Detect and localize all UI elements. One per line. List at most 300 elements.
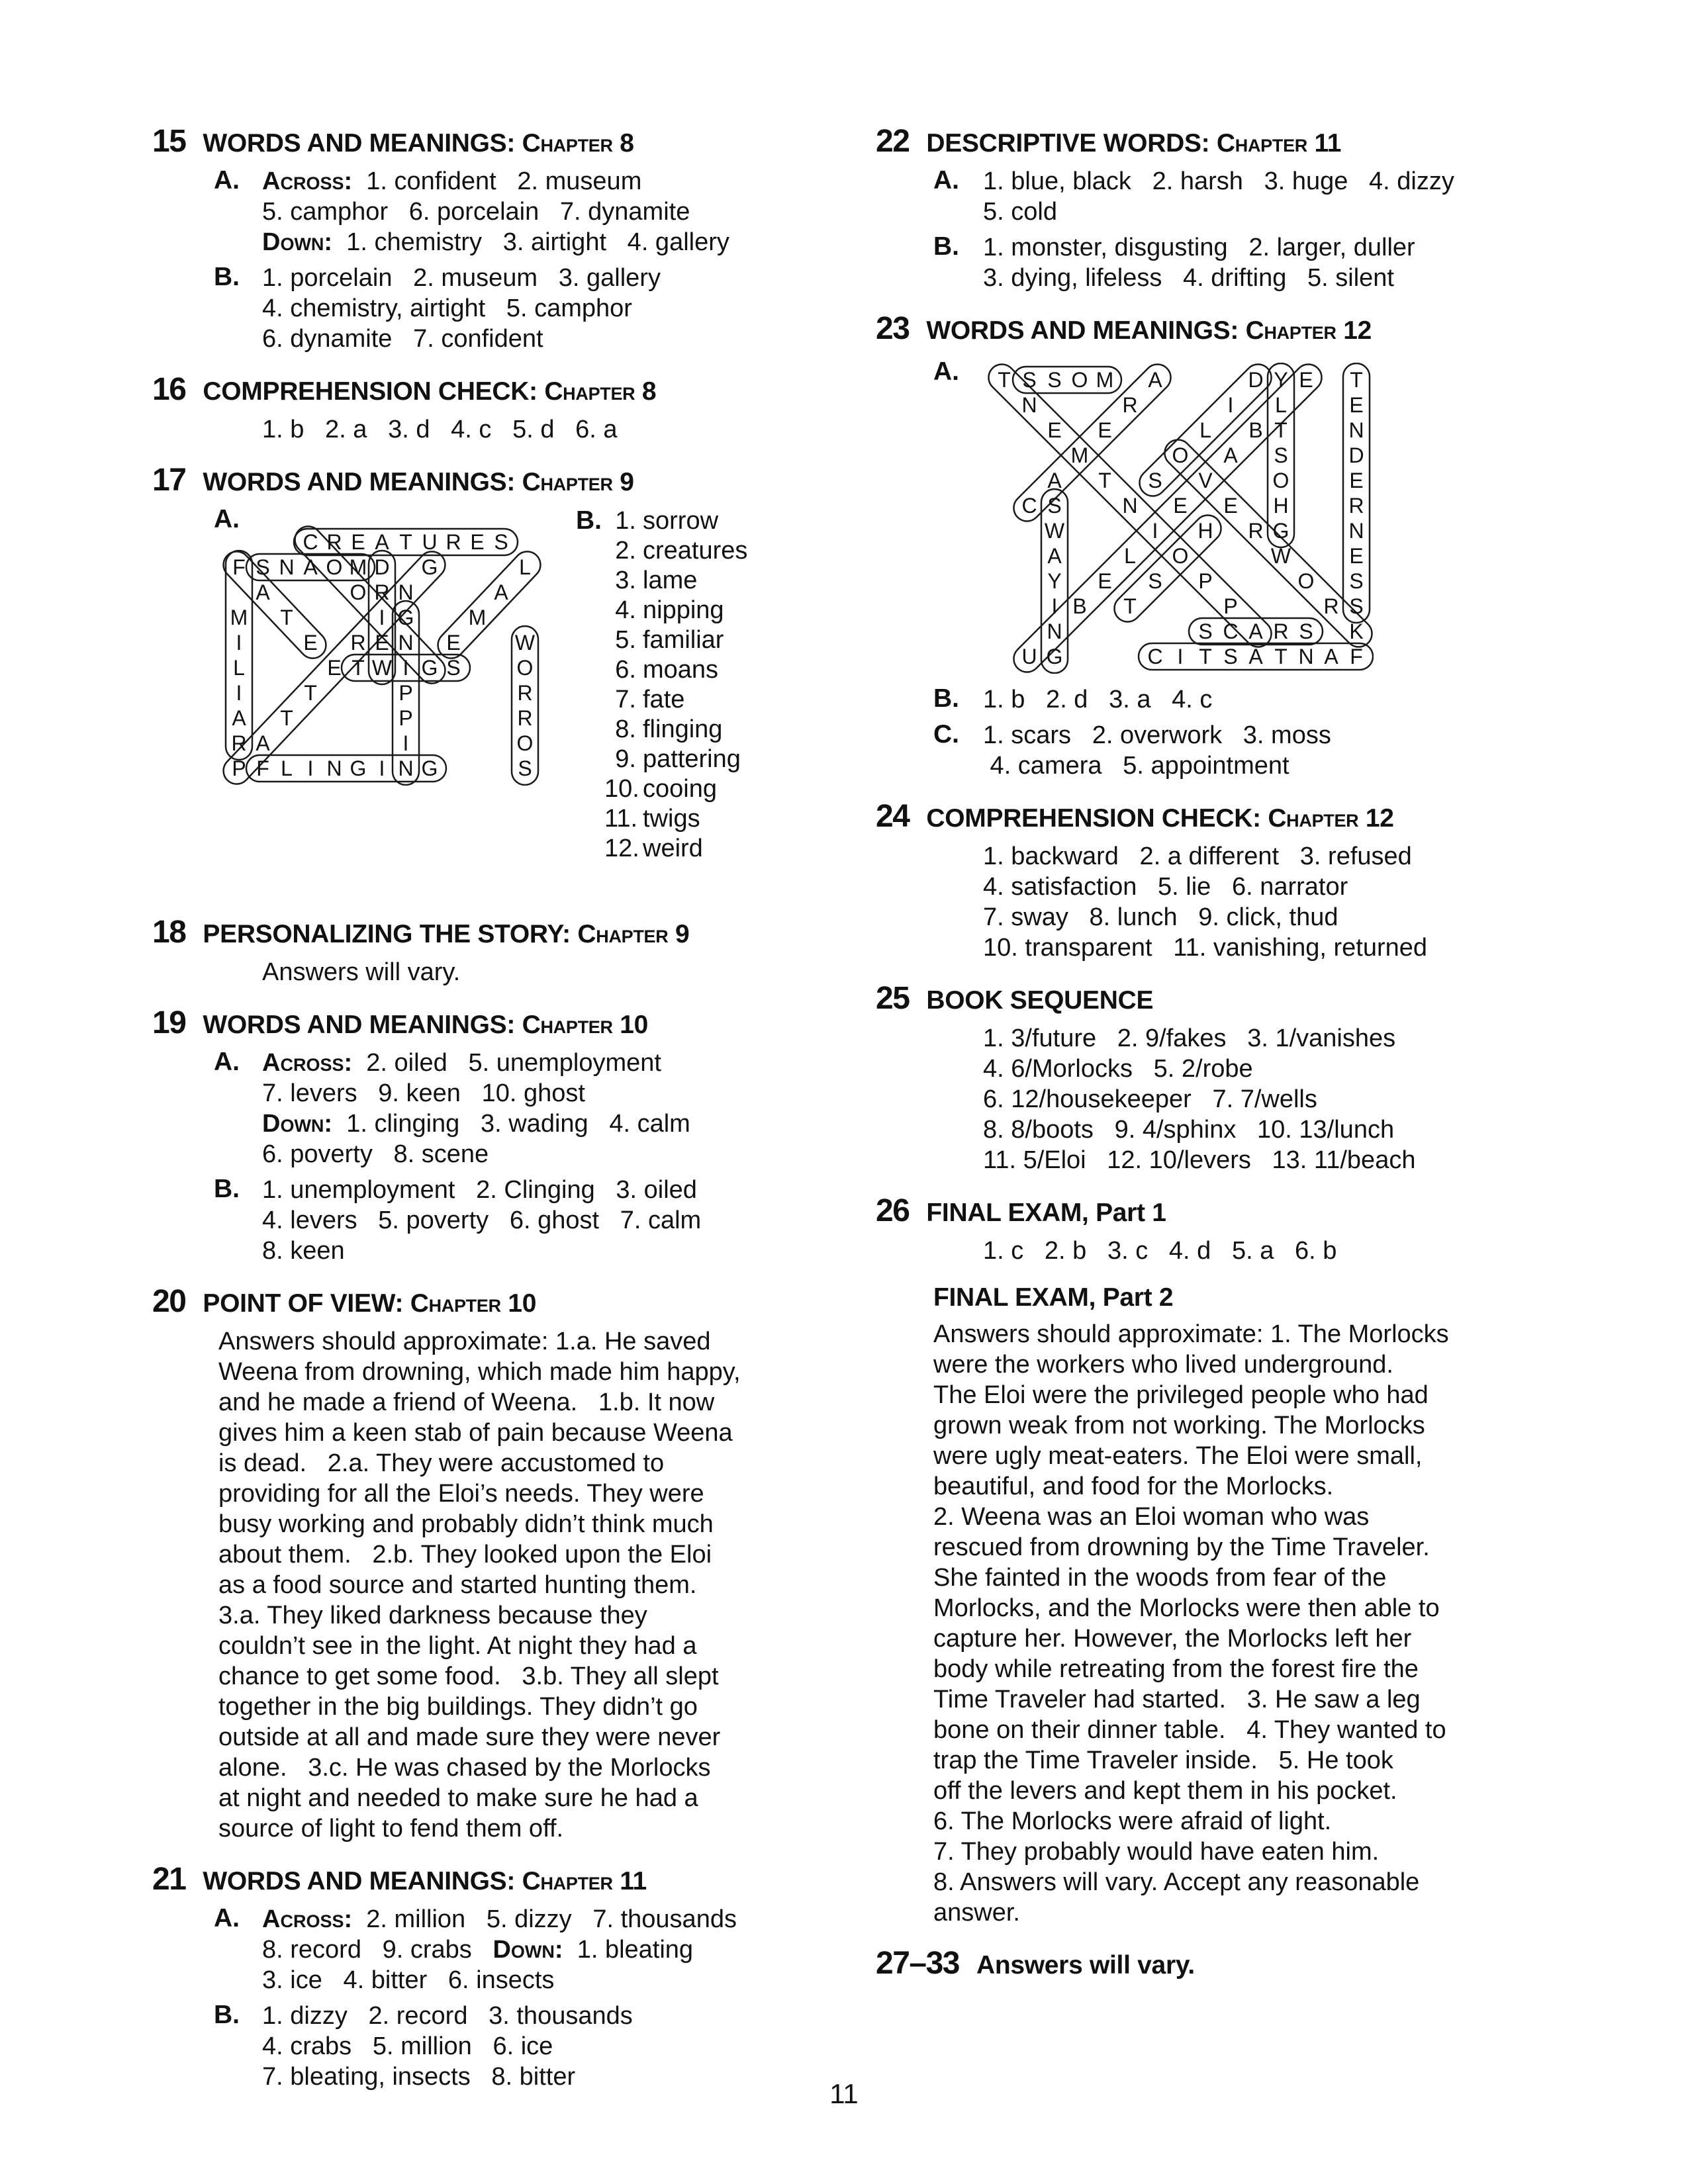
answer-line — [262, 1205, 791, 1236]
grid-letter: O — [1172, 544, 1189, 568]
answer-text: providing for all the Eloi’s needs. They were — [218, 1480, 704, 1508]
section-title — [926, 316, 1372, 345]
grid-letter: E — [1223, 494, 1238, 518]
section-title — [203, 468, 633, 497]
grid-letter: A — [1148, 368, 1162, 392]
answer-text: rescued from drowning by the Time Traveler. — [933, 1533, 1430, 1561]
item-number: 4. — [615, 596, 636, 624]
list-item — [604, 745, 747, 774]
item-word: familiar — [643, 626, 724, 654]
grid-letter: S — [1148, 469, 1162, 492]
block-label: B. — [214, 263, 240, 291]
grid-letter: C — [303, 530, 318, 554]
section-17-words-and-meanings — [152, 462, 791, 897]
item-number: 8. — [615, 715, 636, 743]
grid-letter: R — [1323, 594, 1339, 618]
grid-letter: T — [1274, 418, 1288, 442]
grid-letter: F — [256, 756, 269, 780]
section-23-words-and-meanings — [876, 310, 1541, 781]
grid-letter: A — [1047, 469, 1062, 492]
answer-text: about them. 2.b. They looked upon the Eloi — [218, 1541, 712, 1569]
section-number: 16 — [152, 372, 186, 407]
grid-letter: E — [1047, 418, 1062, 442]
section-title — [933, 1283, 1173, 1312]
grid-letter: N — [398, 580, 414, 604]
answer-text: gives him a keen stab of pain because Weena — [218, 1419, 733, 1447]
grid-letter: R — [350, 631, 366, 655]
section-number: 22 — [876, 124, 910, 159]
answer-line — [152, 1539, 791, 1570]
section-chapter: Chapter 12 — [1245, 316, 1372, 345]
grid-letter: P — [399, 681, 413, 705]
grid-letter: I — [236, 631, 242, 655]
answer-text: 3. ice 4. bitter 6. insects — [262, 1966, 555, 1994]
grid-letter: O — [350, 580, 367, 604]
block-label: B. — [214, 1175, 240, 1203]
answer-text: 4. 6/Morlocks 5. 2/robe — [983, 1055, 1253, 1083]
answer-line — [876, 1441, 1541, 1471]
section-number: 26 — [876, 1193, 910, 1228]
grid-letter: E — [1098, 418, 1112, 442]
item-number: 7. — [615, 686, 636, 713]
answer-line — [876, 1410, 1541, 1441]
answer-text: 2. million 5. dizzy 7. thousands — [352, 1905, 737, 1933]
answer-line — [983, 232, 1541, 263]
answer-line — [262, 2031, 791, 2062]
grid-letter: T — [1274, 645, 1288, 668]
answer-text: source of light to fend them off. — [218, 1815, 564, 1843]
item-number: 10. — [604, 775, 639, 803]
block-label: B. — [214, 2001, 240, 2029]
word-search-area — [876, 353, 1541, 684]
grid-letter: S — [1047, 368, 1062, 392]
answer-line — [983, 720, 1541, 751]
answer-text: 8. keen — [262, 1237, 345, 1265]
section-chapter: Chapter 12 — [1268, 804, 1394, 833]
answer-line — [262, 1904, 791, 1934]
grid-letter: I — [1227, 393, 1234, 417]
answer-line — [262, 197, 791, 227]
section-chapter: Chapter 10 — [410, 1289, 537, 1318]
answer-line — [983, 902, 1541, 933]
answer-text: capture her. However, the Morlocks left her — [933, 1625, 1412, 1653]
grid-letter: R — [1348, 494, 1364, 518]
answer-text: 1. porcelain 2. museum 3. gallery — [262, 264, 661, 292]
answer-text: off the levers and kept them in his pocket. — [933, 1777, 1397, 1805]
word-list-items — [604, 506, 747, 864]
grid-letter: K — [1349, 619, 1364, 643]
grid-letter: T — [280, 606, 293, 629]
grid-letter: N — [1122, 494, 1138, 518]
answer-text: 1. dizzy 2. record 3. thousands — [262, 2002, 633, 2030]
block-label: B. — [576, 506, 602, 535]
answer-line — [262, 227, 791, 257]
grid-letter: E — [1098, 569, 1112, 593]
answer-line — [152, 1448, 791, 1479]
item-number: 2. — [615, 537, 636, 565]
answer-line — [262, 1236, 791, 1266]
grid-letter: A — [1223, 443, 1238, 467]
grid-letter: B — [1248, 418, 1263, 442]
list-item — [604, 774, 747, 804]
answer-line — [876, 1623, 1541, 1654]
item-word: lame — [643, 567, 698, 594]
answer-text: 1. b 2. d 3. a 4. c — [983, 686, 1213, 713]
answer-line — [983, 1145, 1541, 1175]
answer-text: 4. crabs 5. million 6. ice — [262, 2032, 553, 2060]
answer-block — [876, 841, 1541, 963]
answer-line — [152, 1479, 791, 1509]
grid-letter: L — [1199, 418, 1211, 442]
grid-letter: L — [519, 555, 531, 579]
grid-letter: O — [516, 656, 534, 680]
section-15-words-and-meanings — [152, 123, 791, 354]
grid-letter: R — [445, 530, 461, 554]
answer-line — [152, 1418, 791, 1448]
word-search-area — [152, 505, 791, 897]
answer-block — [876, 720, 1541, 781]
answer-line — [262, 1078, 791, 1109]
item-number: 3. — [615, 567, 636, 594]
answer-text: Weena from drowning, which made him happy, — [218, 1358, 741, 1386]
answer-text: She fainted in the woods from fear of the — [933, 1564, 1387, 1592]
item-word: creatures — [643, 537, 748, 565]
section-title — [203, 129, 633, 158]
grid-letter: S — [494, 530, 508, 554]
section-title-text: FINAL EXAM, Part 2 — [933, 1283, 1174, 1312]
grid-letter: D — [1348, 443, 1364, 467]
section-title-text: WORDS AND MEANINGS: — [203, 1867, 516, 1895]
answer-line — [262, 1965, 791, 1995]
grid-letter: O — [326, 555, 343, 579]
answer-line — [262, 166, 791, 197]
answer-line — [983, 1023, 1541, 1054]
answer-line — [876, 1319, 1541, 1349]
grid-letter: S — [256, 555, 270, 579]
section-title-text: WORDS AND MEANINGS: — [926, 316, 1239, 345]
section-chapter: Chapter 10 — [522, 1011, 648, 1039]
grid-letter: Y — [1274, 368, 1288, 392]
section-18-personalizing-the-story — [152, 914, 791, 987]
section-title-text: COMPREHENSION CHECK: — [203, 377, 538, 406]
grid-letter: F — [232, 555, 246, 579]
grid-letter: M — [468, 606, 487, 629]
answer-block — [152, 414, 791, 445]
answer-text: 3.a. They liked darkness because they — [218, 1602, 647, 1629]
answer-line — [876, 1502, 1541, 1532]
answer-line — [983, 751, 1541, 781]
list-item — [604, 596, 747, 625]
item-number: 12. — [604, 835, 639, 862]
grid-letter: S — [1223, 645, 1238, 668]
section-16-comprehension-check — [152, 371, 791, 445]
grid-letter: O — [1172, 443, 1189, 467]
list-item — [604, 834, 747, 864]
list-item — [604, 566, 747, 596]
grid-letter: I — [307, 756, 314, 780]
grid-letter: E — [1349, 544, 1364, 568]
answer-line — [262, 1048, 791, 1078]
grid-letter: P — [399, 706, 413, 730]
section-title — [976, 1951, 1195, 1980]
answer-block — [152, 166, 791, 257]
block-label: A. — [214, 1904, 240, 1933]
section-title — [926, 1199, 1166, 1228]
answer-line — [983, 1054, 1541, 1084]
answer-text: 7. levers 9. keen 10. ghost — [262, 1079, 585, 1107]
grid-letter: A — [1248, 645, 1263, 668]
grid-letter: A — [303, 555, 318, 579]
answer-line — [262, 414, 791, 445]
section-header — [152, 1283, 791, 1320]
answer-text: 1. blue, black 2. harsh 3. huge 4. dizzy — [983, 167, 1454, 195]
grid-letter: A — [1324, 645, 1338, 668]
grid-letter: G — [421, 756, 438, 780]
section-26-final-exam-part-1 — [876, 1193, 1541, 1266]
answer-text: and he made a friend of Weena. 1.b. It now — [218, 1388, 715, 1416]
answer-line — [152, 1631, 791, 1661]
section-number: 19 — [152, 1005, 186, 1040]
answer-text: 7. sway 8. lunch 9. click, thud — [983, 903, 1338, 931]
answer-block — [152, 1175, 791, 1266]
item-number: 6. — [615, 656, 636, 684]
answer-text: 1. clinging 3. wading 4. calm — [332, 1110, 690, 1138]
section-title — [926, 129, 1341, 158]
grid-letter: G — [1046, 645, 1063, 668]
word-list — [576, 506, 747, 864]
answer-text: trap the Time Traveler inside. 5. He took — [933, 1747, 1393, 1774]
answer-text: body while retreating from the forest fire the — [933, 1655, 1419, 1683]
answer-text: alone. 3.c. He was chased by the Morlocks — [218, 1754, 711, 1782]
section-title-text: POINT OF VIEW: — [203, 1289, 404, 1318]
grid-letter: S — [1047, 494, 1062, 518]
answer-line — [876, 1715, 1541, 1745]
clue-direction-label: Down: — [492, 1936, 563, 1964]
answer-line — [262, 1175, 791, 1205]
section-title-text: DESCRIPTIVE WORDS: — [926, 129, 1210, 158]
answer-text: 5. camphor 6. porcelain 7. dynamite — [262, 198, 690, 226]
section-title — [203, 377, 656, 406]
answer-line — [152, 1357, 791, 1387]
grid-letter: S — [518, 756, 532, 780]
section-title-text: Answers will vary. — [976, 1951, 1195, 1979]
answer-line — [152, 1813, 791, 1844]
grid-letter: A — [232, 706, 246, 730]
grid-letter: N — [1348, 418, 1364, 442]
answer-line — [262, 324, 791, 354]
paragraph — [876, 1319, 1541, 1928]
section-title — [926, 804, 1393, 833]
answer-text: 1. c 2. b 3. c 4. d 5. a 6. b — [983, 1237, 1337, 1265]
answer-text: bone on their dinner table. 4. They wanted to — [933, 1716, 1446, 1744]
answer-line — [983, 684, 1541, 715]
answer-text: Answers should approximate: 1. The Morlocks — [933, 1320, 1449, 1348]
answer-text: 5. cold — [983, 198, 1057, 226]
answer-line — [152, 1752, 791, 1783]
answer-line — [152, 1783, 791, 1813]
section-24-comprehension-check — [876, 798, 1541, 963]
answer-line — [983, 166, 1541, 197]
answer-text: chance to get some food. 3.b. They all slept — [218, 1662, 719, 1690]
section-title — [203, 1289, 536, 1318]
grid-letter: N — [398, 631, 414, 655]
item-word: weird — [643, 835, 703, 862]
grid-letter: O — [1272, 469, 1289, 492]
grid-letter: P — [1198, 569, 1213, 593]
section-number: 20 — [152, 1284, 186, 1319]
answer-text: busy working and probably didn’t think much — [218, 1510, 714, 1538]
grid-letter: E — [1173, 494, 1188, 518]
grid-letter: W — [1270, 544, 1291, 568]
answer-line — [262, 2001, 791, 2031]
answer-line — [983, 1115, 1541, 1145]
section-title-text: WORDS AND MEANINGS: — [203, 129, 516, 158]
grid-letter: W — [371, 656, 393, 680]
answer-line — [262, 1139, 791, 1169]
grid-letter: C — [1147, 645, 1163, 668]
answer-text: Time Traveler had started. 3. He saw a leg — [933, 1686, 1421, 1713]
section-header — [152, 462, 791, 498]
section-chapter: Chapter 8 — [544, 377, 657, 406]
answer-line — [876, 1897, 1541, 1928]
answer-text: Answers will vary. — [262, 958, 461, 986]
grid-letter: F — [1350, 645, 1363, 668]
grid-letter: R — [326, 530, 342, 554]
section-chapter: Chapter 9 — [522, 468, 634, 496]
grid-letter: N — [326, 756, 342, 780]
grid-letter: E — [1299, 368, 1313, 392]
answer-text: were the workers who lived underground. — [933, 1351, 1393, 1379]
answer-text: as a food source and started hunting them. — [218, 1571, 697, 1599]
section-chapter: Chapter 11 — [1216, 129, 1342, 158]
grid-letter: U — [1021, 645, 1037, 668]
grid-letter: N — [279, 555, 295, 579]
grid-letter: B — [1072, 594, 1087, 618]
answer-text: The Eloi were the privileged people who had — [933, 1381, 1429, 1409]
answer-text: 1. 3/future 2. 9/fakes 3. 1/vanishes — [983, 1024, 1396, 1052]
answer-line — [152, 1722, 791, 1752]
grid-letter: R — [374, 580, 390, 604]
answer-text: 4. camera 5. appointment — [983, 752, 1289, 780]
block-label: A. — [214, 166, 240, 195]
grid-letter: M — [1070, 443, 1089, 467]
answer-text: 1. scars 2. overwork 3. moss — [983, 721, 1331, 749]
grid-letter: T — [1098, 469, 1111, 492]
answer-line — [983, 1236, 1541, 1266]
list-item — [604, 625, 747, 655]
grid-letter: S — [1349, 569, 1364, 593]
grid-letter: E — [446, 631, 461, 655]
answer-line — [876, 1563, 1541, 1593]
grid-letter: N — [398, 756, 414, 780]
item-word: nipping — [643, 596, 724, 624]
section-number: 15 — [152, 124, 186, 159]
grid-letter: G — [421, 555, 438, 579]
grid-letter: R — [231, 731, 247, 755]
answer-line — [876, 1745, 1541, 1776]
section-header — [152, 914, 791, 950]
section-number: 27–33 — [876, 1946, 959, 1981]
section-title-text: BOOK SEQUENCE — [926, 986, 1154, 1015]
answer-text: 6. poverty 8. scene — [262, 1140, 489, 1168]
item-word: sorrow — [643, 507, 719, 535]
list-item — [604, 536, 747, 566]
grid-letter: E — [1349, 469, 1364, 492]
grid-letter: I — [1177, 645, 1184, 668]
section-chapter: Chapter 11 — [522, 1867, 647, 1895]
section-header — [876, 1193, 1541, 1229]
answer-line — [983, 933, 1541, 963]
answer-text: 2. oiled 5. unemployment — [352, 1049, 661, 1077]
answer-text: 11. 5/Eloi 12. 10/levers 13. 11/beach — [983, 1146, 1416, 1174]
answer-block — [152, 263, 791, 354]
answer-text: Morlocks, and the Morlocks were then able to — [933, 1594, 1440, 1622]
grid-letter: L — [1275, 393, 1287, 417]
answer-line — [983, 1084, 1541, 1115]
item-number: 1. — [615, 507, 636, 535]
grid-letter: S — [1274, 443, 1288, 467]
section-title — [203, 920, 689, 949]
grid-letter: E — [351, 530, 365, 554]
grid-letter: T — [399, 530, 412, 554]
list-item — [604, 715, 747, 745]
grid-letter: R — [1122, 393, 1138, 417]
grid-letter: D — [374, 555, 390, 579]
answer-text: 1. unemployment 2. Clinging 3. oiled — [262, 1176, 697, 1204]
answer-text: 8. 8/boots 9. 4/sphinx 10. 13/lunch — [983, 1116, 1395, 1144]
answer-block — [152, 1904, 791, 1995]
grid-letter: P — [1223, 594, 1238, 618]
answer-text: 4. levers 5. poverty 6. ghost 7. calm — [262, 1206, 702, 1234]
grid-letter: E — [1349, 393, 1364, 417]
section-19-words-and-meanings — [152, 1005, 791, 1266]
answer-block — [152, 957, 791, 987]
grid-letter: D — [1248, 368, 1264, 392]
grid-letter: A — [375, 530, 389, 554]
answer-text: 8. Answers will vary. Accept any reasonable — [933, 1868, 1420, 1896]
block-label: A. — [214, 1048, 240, 1076]
clue-direction-label: Across: — [262, 1905, 353, 1933]
grid-letter: R — [1273, 619, 1289, 643]
answer-block — [876, 1023, 1541, 1175]
grid-letter: L — [281, 756, 293, 780]
answer-text: 6. The Morlocks were afraid of light. — [933, 1807, 1332, 1835]
section-chapter: Chapter 8 — [522, 129, 634, 158]
answer-line — [262, 293, 791, 324]
grid-letter: E — [470, 530, 485, 554]
grid-letter: G — [421, 656, 438, 680]
clue-direction-label: Down: — [262, 1110, 333, 1138]
word-search-chapter-12 — [987, 363, 1374, 674]
answer-line — [983, 197, 1541, 227]
grid-letter: N — [1298, 645, 1314, 668]
answer-text: outside at all and made sure they were never — [218, 1723, 721, 1751]
answer-block — [876, 684, 1541, 715]
grid-letter: S — [446, 656, 461, 680]
answer-line — [876, 1380, 1541, 1410]
grid-letter: M — [230, 606, 248, 629]
section-number: 25 — [876, 981, 910, 1016]
answer-text: 2. Weena was an Eloi woman who was — [933, 1503, 1370, 1531]
answer-line — [876, 1532, 1541, 1563]
grid-letter: S — [1148, 569, 1162, 593]
grid-letter: T — [998, 368, 1011, 392]
section-header — [152, 1005, 791, 1041]
answer-line — [152, 1326, 791, 1357]
section-chapter: Chapter 9 — [577, 920, 690, 948]
answer-text: beautiful, and food for the Morlocks. — [933, 1473, 1334, 1500]
grid-letter: I — [1152, 519, 1158, 543]
